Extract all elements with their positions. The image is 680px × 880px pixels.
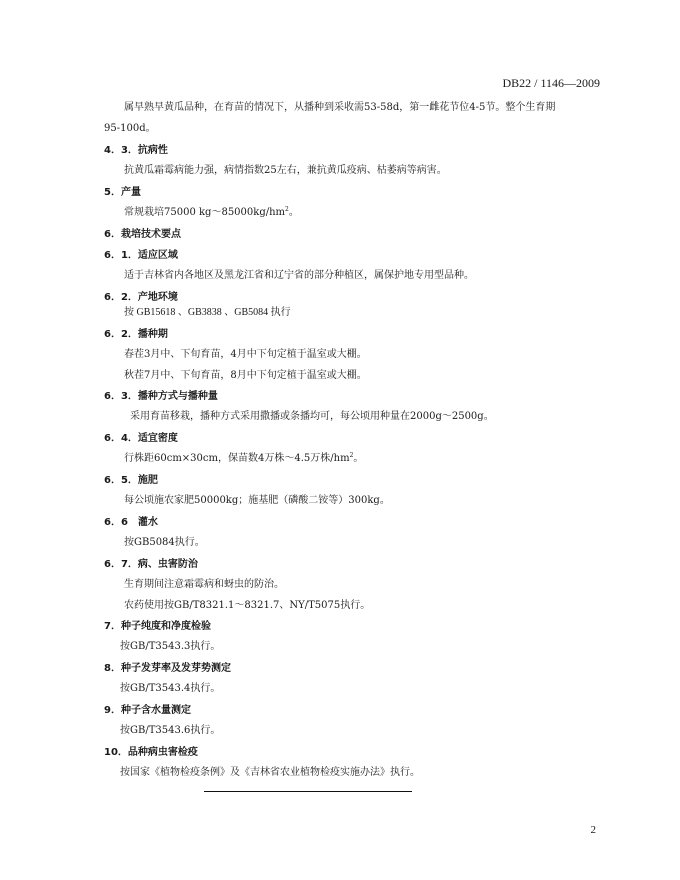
- section-heading: 4．3．抗病性: [104, 145, 168, 156]
- body-text: 按GB/T3543.4执行。: [120, 683, 221, 694]
- section-heading: 6．2．产地环境: [104, 292, 178, 303]
- section-heading: 7．种子纯度和净度检验: [104, 621, 211, 632]
- section-heading: 5．产量: [104, 187, 141, 198]
- section-heading: 6．2．播种期: [104, 329, 168, 340]
- body-text: [124, 206, 600, 220]
- body-text: 秋茬7月中、下旬育苗，8月中下旬定植于温室或大棚。: [124, 370, 367, 381]
- body-text: 采用育苗移栽，播种方式采用撒播或条播均可，每公顷用种量在2000g～2500g。: [130, 411, 494, 422]
- body-text-main: 常规栽培75000 kg～85000kg/hm: [124, 207, 286, 218]
- section-heading: 6．5．施肥: [104, 475, 158, 486]
- section-heading: 6．7．病、虫害防治: [104, 559, 198, 570]
- body-text: 春茬3月中、下旬育苗，4月中下旬定植于温室或大棚。: [124, 349, 367, 360]
- standard-code-header: DB22 / 1146—2009: [502, 76, 600, 90]
- section-heading: 6．3．播种方式与播种量: [104, 391, 218, 402]
- body-text-tail: 。: [288, 207, 299, 218]
- body-text: 适于吉林省内各地区及黑龙江省和辽宁省的部分种植区，属保护地专用型品种。: [124, 270, 474, 281]
- body-text: 按GB/T3543.6执行。: [120, 725, 221, 736]
- section-heading: 6．1．适应区域: [104, 250, 178, 261]
- section-heading: 9．种子含水量测定: [104, 705, 191, 716]
- body-text: 生育期间注意霜霉病和蚜虫的防治。: [124, 579, 284, 590]
- superscript: 2: [349, 452, 354, 459]
- section-heading: 10．品种病虫害检疫: [104, 747, 198, 758]
- body-text-main: 行株距60cm×30cm，保苗数4万株～4.5万株/hm: [124, 453, 350, 464]
- body-text: 抗黄瓜霜霉病能力强，病情指数25左右，兼抗黄瓜疫病、枯萎病等病害。: [124, 165, 447, 176]
- body-text: 按 GB15618 、GB3838 、GB5084 执行: [124, 307, 291, 318]
- body-text: 按GB5084执行。: [124, 537, 205, 548]
- superscript: 2: [285, 206, 289, 213]
- section-heading: 8．种子发芽率及发芽势测定: [104, 663, 231, 674]
- body-text: 95-100d。: [104, 123, 156, 134]
- body-text: 属早熟早黄瓜品种，在育苗的情况下，从播种到采收需53-58d，第一雌花节位4-5节。整个生育期: [124, 102, 556, 113]
- body-text: 按国家《植物检疫条例》及《吉林省农业植物检疫实施办法》执行。: [120, 767, 420, 778]
- section-heading: 6．栽培技术要点: [104, 229, 181, 240]
- body-text: 每公顷施农家肥50000kg；施基肥（磷酸二铵等）300kg。: [124, 495, 390, 506]
- section-heading: 6．4．适宜密度: [104, 433, 178, 444]
- body-text: 按GB/T3543.3执行。: [120, 641, 221, 652]
- end-rule: [204, 791, 412, 792]
- body-text-tail: 。: [353, 453, 364, 464]
- body-text: [124, 452, 600, 466]
- body-text: 农药使用按GB/T8321.1～8321.7、NY/T5075执行。: [124, 600, 371, 611]
- page-number: 2: [590, 824, 596, 836]
- section-heading: 6．6 灌水: [104, 517, 158, 528]
